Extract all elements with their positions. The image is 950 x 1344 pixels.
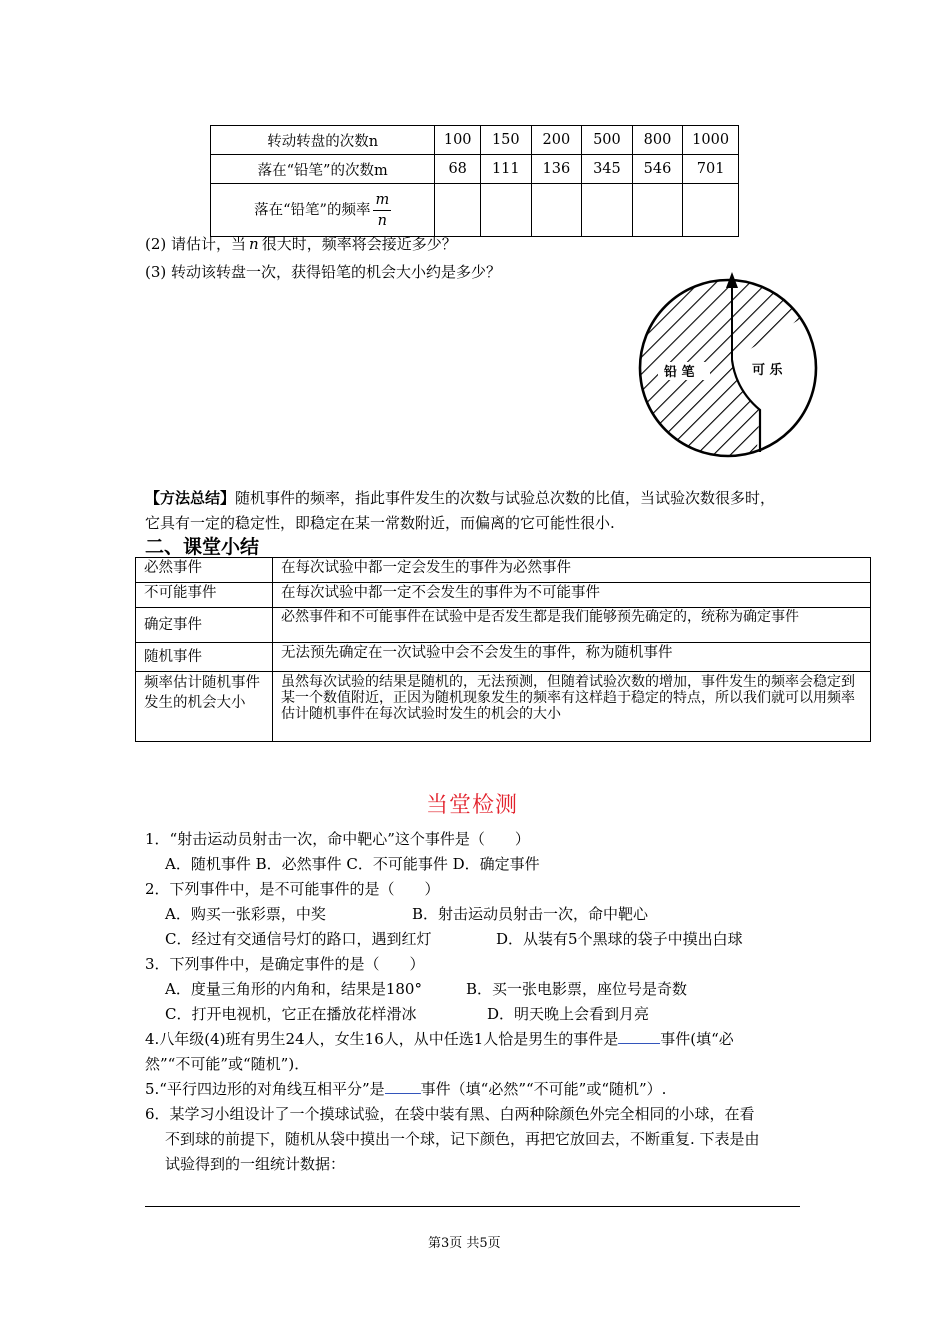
table-cell: 546 (632, 155, 683, 184)
frequency-label: 落在“铅笔”的频率 (254, 202, 371, 218)
question-2-stem: 2．下列事件中，是不可能事件的是（ ） (145, 880, 440, 898)
table-cell: 111 (481, 155, 532, 184)
question-4-cont: 然”“不可能”或“随机”)． (145, 1055, 310, 1073)
table-row (211, 155, 739, 184)
table-row (136, 643, 871, 672)
definition-cell: 虽然每次试验的结果是随机的，无法预测，但随着试验次数的增加，事件发生的频率会稳定到某一个数值附近，正因为随机现象发生的频率有这样趋于稳定的特点，所以我们就可以用频率估计随机事件在每次试验时发生的机会的大小 (273, 672, 871, 742)
table-cell[interactable] (632, 184, 683, 237)
spinner-label-cola: 可 乐 (752, 363, 783, 378)
question-2-option-c: C．经过有交通信号灯的路口，遇到红灯 (165, 930, 432, 948)
term-cell: 必然事件 (136, 558, 273, 583)
question-6-line1: 6．某学习小组设计了一个摸球试验，在袋中装有黑、白两种除颜色外完全相同的小球，在看 (145, 1105, 755, 1123)
question-2-option-b: B．射击运动员射击一次，命中靶心 (412, 905, 649, 923)
section-title: 二、课堂小结 (145, 536, 260, 558)
table-cell: 345 (582, 155, 633, 184)
question-2-option-a: A．购买一张彩票，中奖 (165, 905, 326, 923)
term-cell: 不可能事件 (136, 583, 273, 608)
test-title: 当堂检测 (426, 793, 519, 818)
question-1-options: A．随机事件 B．必然事件 C．不可能事件 D．确定事件 (165, 855, 540, 873)
table-cell: 136 (531, 155, 582, 184)
question-1: 1．“射击运动员射击一次，命中靶心”这个事件是（ ） (145, 830, 530, 848)
table-cell[interactable] (582, 184, 633, 237)
table-row (211, 126, 739, 155)
question-3-option-c: C．打开电视机，它正在播放花样滑冰 (165, 1005, 417, 1023)
question-5: 5.“平行四边形的对角线互相平分”是 事件（填“必然”“不可能”或“随机”）. (145, 1080, 667, 1098)
question-4: 4.八年级(4)班有男生24人，女生16人，从中任选1人恰是男生的事件是 事件(填“必 (145, 1030, 734, 1048)
footer-divider (145, 1206, 800, 1207)
table-cell[interactable] (531, 184, 582, 237)
row-label: 落在“铅笔”的次数m (211, 155, 435, 184)
method-summary-line2: 它具有一定的稳定性，即稳定在某一常数附近，而偏离的它可能性很小. (145, 514, 615, 532)
method-summary-line1: 【方法总结】随机事件的频率，指此事件发生的次数与试验总次数的比值，当试验次数很多时， (145, 489, 776, 507)
definition-cell: 无法预先确定在一次试验中会不会发生的事件，称为随机事件 (273, 643, 871, 672)
table-cell: 150 (481, 126, 532, 155)
table-cell: 500 (582, 126, 633, 155)
question-3-option-d: D．明天晚上会看到月亮 (487, 1005, 650, 1023)
table-cell: 1000 (683, 126, 739, 155)
question-3-option-b: B．买一张电影票，座位号是奇数 (466, 980, 688, 998)
question-2: (2) 请估计，当 n 很大时，频率将会接近多少？ (145, 235, 457, 253)
question-3-stem: 3．下列事件中，是确定事件的是（ ） (145, 955, 425, 973)
table-cell: 100 (435, 126, 481, 155)
table-row (136, 583, 871, 608)
method-summary-tag: 【方法总结】 (145, 489, 236, 507)
spinner-figure (636, 260, 818, 458)
frequency-table (210, 125, 739, 237)
question-2-option-d: D．从装有5个黑球的袋子中摸出白球 (496, 930, 743, 948)
term-cell: 频率估计随机事件发生的机会大小 (136, 672, 273, 742)
summary-table (135, 557, 871, 742)
definition-cell: 在每次试验中都一定会发生的事件为必然事件 (273, 558, 871, 583)
table-row (211, 184, 739, 237)
definition-cell: 必然事件和不可能事件在试验中是否发生都是我们能够预先确定的，统称为确定事件 (273, 608, 871, 643)
table-cell[interactable] (481, 184, 532, 237)
table-cell[interactable] (435, 184, 481, 237)
table-cell: 800 (632, 126, 683, 155)
definition-cell: 在每次试验中都一定不会发生的事件为不可能事件 (273, 583, 871, 608)
spinner-label-pencil: 铅 笔 (664, 365, 695, 380)
row-label (211, 184, 435, 237)
answer-blank[interactable] (618, 1029, 660, 1044)
question-3-option-a: A．度量三角形的内角和，结果是180° (165, 980, 422, 998)
table-row (136, 672, 871, 742)
table-cell[interactable] (683, 184, 739, 237)
term-cell: 随机事件 (136, 643, 273, 672)
table-cell: 200 (531, 126, 582, 155)
table-cell: 701 (683, 155, 739, 184)
table-row (136, 608, 871, 643)
term-cell: 确定事件 (136, 608, 273, 643)
fraction-m-over-n: $\frac{m}{n}$ (375, 191, 390, 229)
answer-blank[interactable] (385, 1079, 421, 1094)
table-row (136, 558, 871, 583)
question-6-line3: 试验得到的一组统计数据： (165, 1155, 346, 1173)
row-label: 转动转盘的次数n (211, 126, 435, 155)
question-6-line2: 不到球的前提下，随机从袋中摸出一个球，记下颜色，再把它放回去，不断重复. 下表是由 (165, 1130, 760, 1148)
page-number: 第3页 共5页 (428, 1236, 501, 1251)
table-cell: 68 (435, 155, 481, 184)
question-3: (3) 转动该转盘一次，获得铅笔的机会大小约是多少？ (145, 263, 502, 281)
